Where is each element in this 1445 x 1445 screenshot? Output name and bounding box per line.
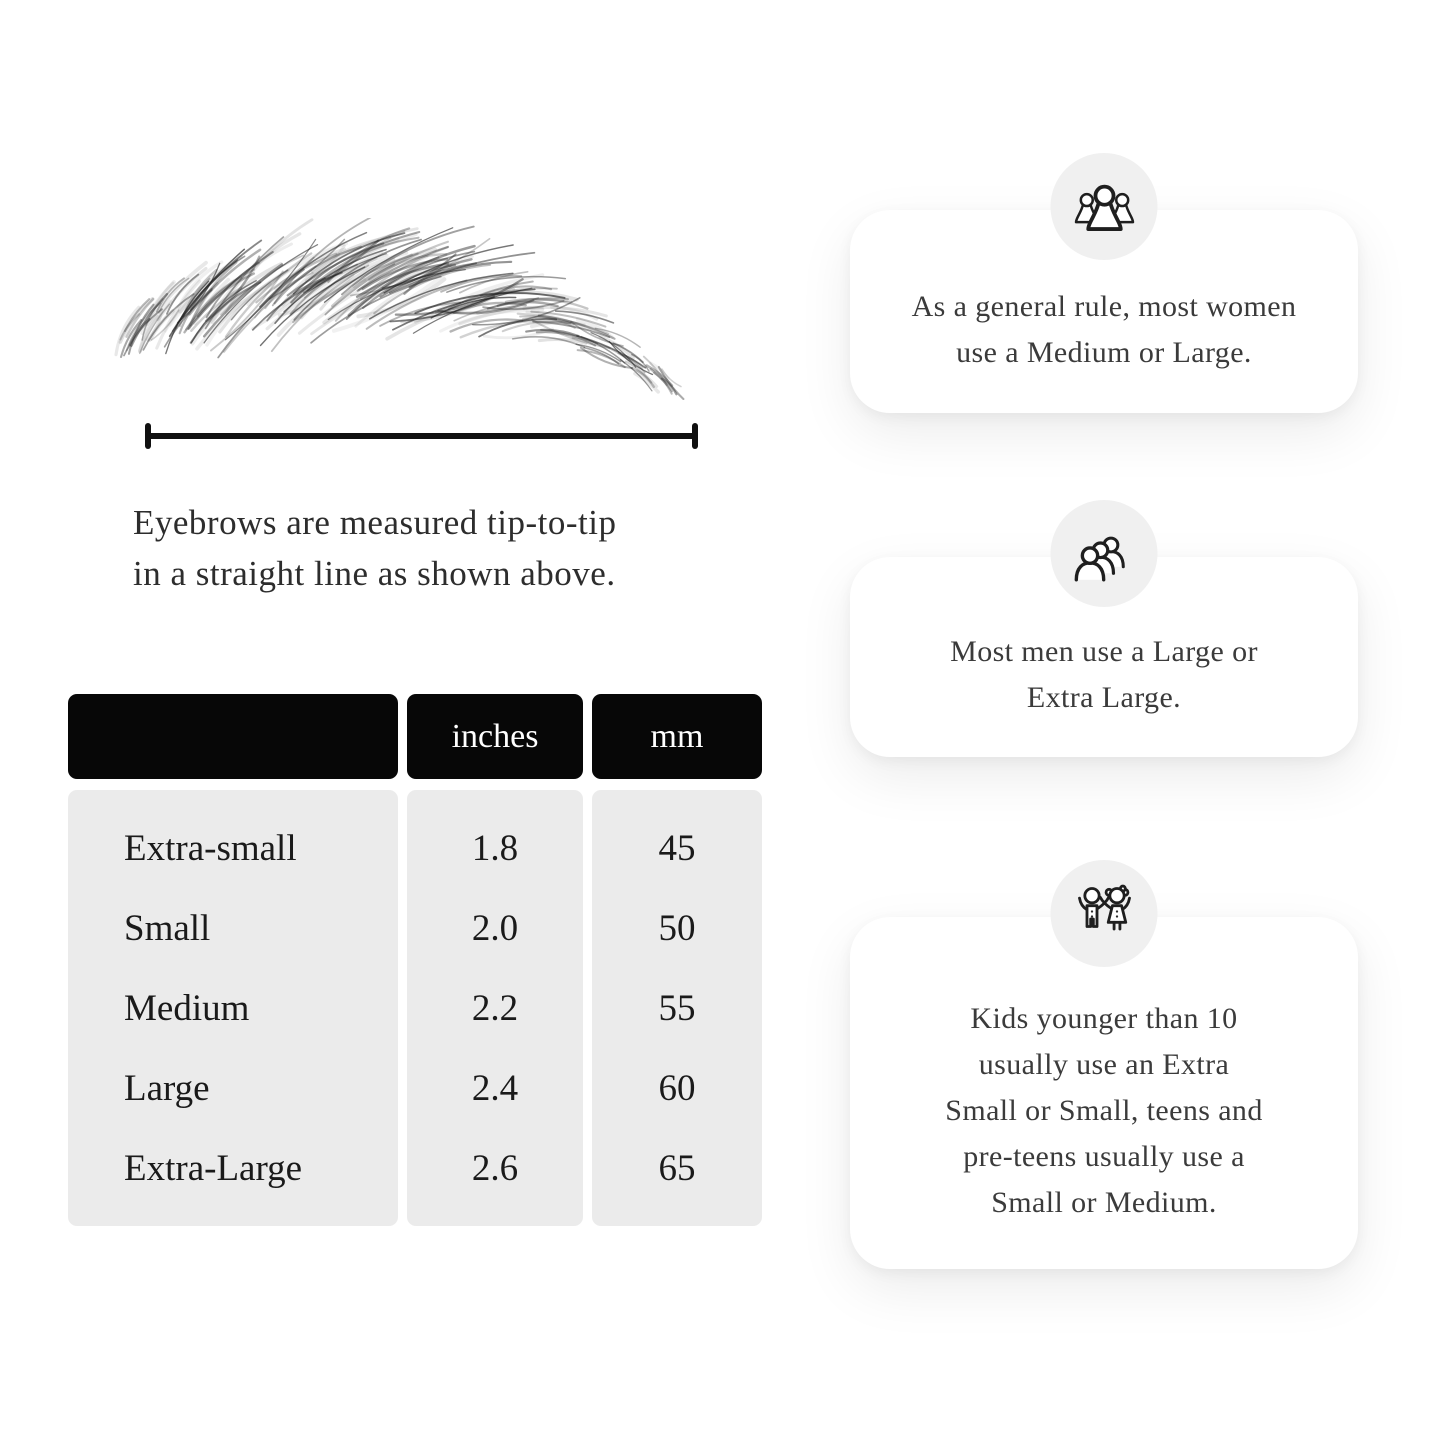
inches-value: 2.0 <box>471 907 519 949</box>
table-header-inches: inches <box>407 694 583 779</box>
size-label: Extra-small <box>124 827 297 869</box>
mm-value: 60 <box>658 1067 696 1109</box>
card-text-kids <box>850 917 1358 1269</box>
measurement-line <box>145 423 698 449</box>
table-header-blank <box>68 694 398 779</box>
line-endcap-right <box>692 423 698 449</box>
inches-value: 1.8 <box>471 827 519 869</box>
mm-value: 65 <box>658 1147 696 1189</box>
mm-value: 45 <box>658 827 696 869</box>
inches-value: 2.4 <box>471 1067 519 1109</box>
card-text-line: Small or Small, teens and <box>945 1094 1263 1128</box>
inches-value: 2.6 <box>471 1147 519 1189</box>
table-header-mm: mm <box>592 694 762 779</box>
card-text-line: Small or Medium. <box>991 1185 1217 1219</box>
line-bar <box>147 433 696 439</box>
size-label: Extra-Large <box>124 1147 303 1189</box>
info-card-women <box>850 210 1358 413</box>
card-text-line: usually use an Extra <box>978 1048 1230 1082</box>
mm-value: 50 <box>658 907 696 949</box>
table-column-mm <box>592 790 762 1226</box>
info-card-men <box>850 557 1358 757</box>
table-column-sizes <box>68 790 398 1226</box>
mm-value: 55 <box>658 987 696 1029</box>
info-card-kids <box>850 917 1358 1269</box>
measurement-caption <box>133 498 616 600</box>
inches-value: 2.2 <box>471 987 519 1029</box>
eyebrow-illustration <box>103 218 699 400</box>
size-table <box>68 694 762 1226</box>
card-text-men <box>850 557 1358 757</box>
card-text-line: As a general rule, most women <box>911 289 1297 323</box>
size-label: Medium <box>124 987 250 1029</box>
card-text-line: pre-teens usually use a <box>963 1139 1245 1173</box>
caption-line: in a straight line as shown above. <box>133 553 616 593</box>
caption-line: Eyebrows are measured tip-to-tip <box>133 503 617 542</box>
card-text-line: Most men use a Large or <box>950 635 1258 669</box>
card-text-line: Kids younger than 10 <box>970 1002 1238 1036</box>
card-text-women <box>850 210 1358 413</box>
table-column-inches <box>407 790 583 1226</box>
card-text-line: use a Medium or Large. <box>956 335 1252 369</box>
card-text-line: Extra Large. <box>1026 681 1182 714</box>
size-label: Small <box>124 907 211 949</box>
size-label: Large <box>124 1067 210 1109</box>
